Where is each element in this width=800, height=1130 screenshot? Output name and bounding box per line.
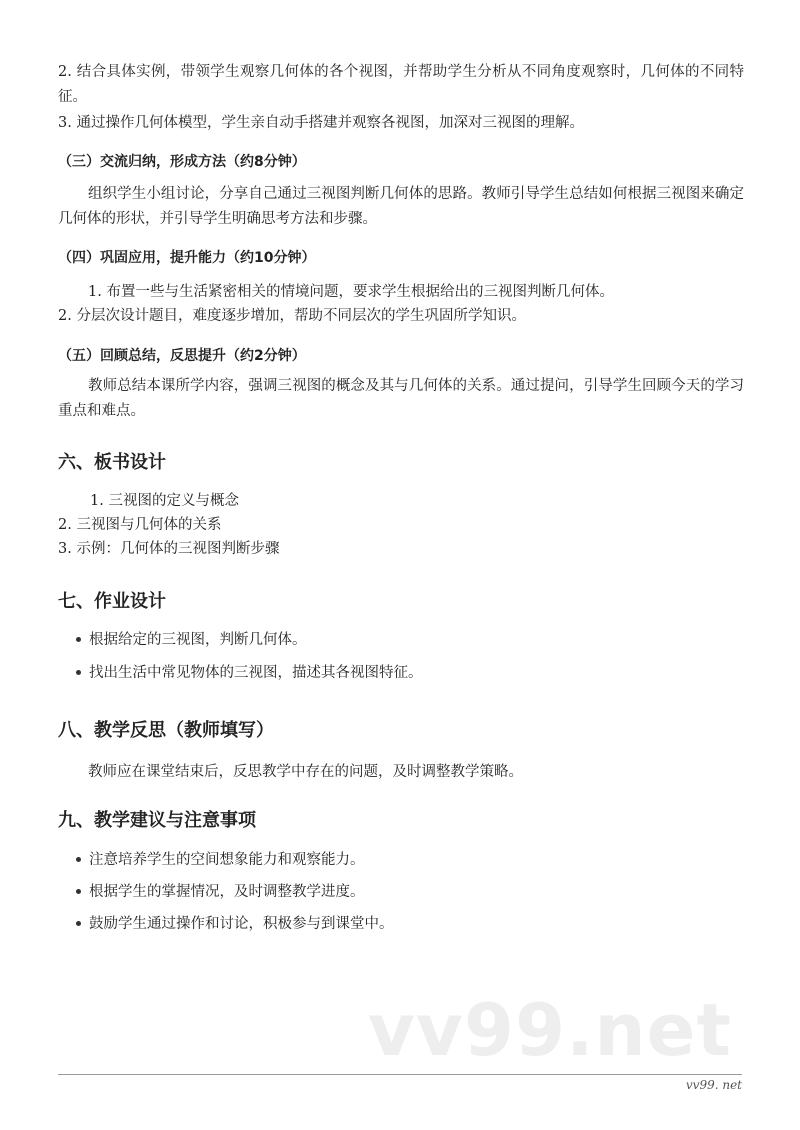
section8-title: 八、教学反思（教师填写）: [58, 720, 274, 741]
list-item: 2. 三视图与几何体的关系: [58, 517, 222, 533]
bullet-icon: [76, 921, 81, 926]
section8-paragraph: 教师应在课堂结束后，反思教学中存在的问题，及时调整教学策略。: [88, 764, 523, 780]
bullet-item: [76, 629, 307, 651]
bullet-text: 根据学生的掌握情况，及时调整教学进度。: [89, 884, 365, 900]
bullet-text: 注意培养学生的空间想象能力和观察能力。: [89, 852, 365, 868]
step3-heading: （三）交流归纳，形成方法（约8分钟）: [58, 154, 306, 170]
section6-title: 六、板书设计: [58, 452, 166, 473]
footer-site-label: vv99. net: [685, 1078, 742, 1092]
list-item: 1. 布置一些与生活紧密相关的情境问题，要求学生根据给出的三视图判断几何体。: [88, 284, 614, 300]
step5-paragraph: 教师总结本课所学内容，强调三视图的概念及其与几何体的关系。通过提问，引导学生回顾今天的学习重点和难点。: [58, 378, 744, 419]
watermark: vv99.net: [368, 988, 732, 1072]
bullet-text: 鼓励学生通过操作和讨论，积极参与到课堂中。: [89, 916, 394, 932]
section9-title: 九、教学建议与注意事项: [58, 810, 256, 831]
step3-paragraph: 组织学生小组讨论，分享自己通过三视图判断几何体的思路。教师引导学生总结如何根据三视图来确定几何体的形状，并引导学生明确思考方法和步骤。: [58, 186, 744, 227]
bullet-icon: [76, 637, 81, 642]
bullet-item: [76, 881, 365, 903]
bullet-item: [76, 662, 423, 684]
list-item: 3. 通过操作几何体模型，学生亲自动手搭建并观察各视图，加深对三视图的理解。: [58, 115, 584, 131]
bullet-icon: [76, 889, 81, 894]
list-item: 1. 三视图的定义与概念: [90, 493, 239, 509]
list-item: 2. 分层次设计题目，难度逐步增加，帮助不同层次的学生巩固所学知识。: [58, 308, 526, 324]
bullet-item: [76, 913, 394, 935]
step4-heading: （四）巩固应用，提升能力（约10分钟）: [58, 250, 316, 266]
bullet-icon: [76, 670, 81, 675]
step5-heading: （五）回顾总结，反思提升（约2分钟）: [58, 348, 306, 364]
footer-divider: [58, 1074, 742, 1075]
bullet-item: [76, 849, 365, 871]
section7-title: 七、作业设计: [58, 591, 166, 612]
list-item: 2. 结合具体实例，带领学生观察几何体的各个视图，并帮助学生分析从不同角度观察时，几何体的不同特征。: [58, 64, 744, 105]
list-item: 3. 示例：几何体的三视图判断步骤: [58, 541, 280, 557]
bullet-text: 根据给定的三视图，判断几何体。: [89, 632, 307, 648]
bullet-text: 找出生活中常见物体的三视图，描述其各视图特征。: [89, 665, 423, 681]
bullet-icon: [76, 857, 81, 862]
